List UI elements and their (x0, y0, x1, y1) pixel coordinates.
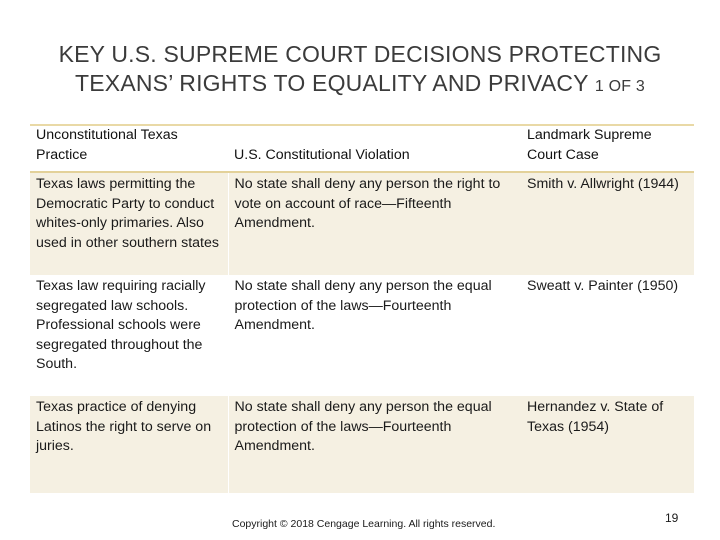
header-unconstitutional-practice: Unconstitutional Texas Practice (36, 127, 178, 163)
copyright-notice: Copyright © 2018 Cengage Learning. All rights reserved. (232, 518, 496, 530)
table-row (30, 275, 694, 396)
title-part-indicator: 1 OF 3 (594, 78, 645, 95)
page-number: 19 (665, 511, 679, 525)
title-line-2-text: TEXANS’ RIGHTS TO EQUALITY AND PRIVACY (74, 70, 589, 96)
table-header-row (30, 125, 694, 172)
cell-violation: No state shall deny any person the right to vote on account of race—Fifteenth Amendment. (234, 176, 501, 231)
cell-practice: Texas laws permitting the Democratic Party to conduct whites-only primaries. Also used in other southern states (30, 172, 228, 275)
cell-violation: No state shall deny any person the equal protection of the laws—Fourteenth Amendment. (234, 399, 492, 454)
header-landmark-case: Landmark Supreme Court Case (527, 127, 652, 163)
cell-violation: No state shall deny any person the equal protection of the laws—Fourteenth Amendment. (234, 278, 492, 333)
title-line-1: KEY U.S. SUPREME COURT DECISIONS PROTECTING (58, 41, 662, 67)
header-constitutional-violation: U.S. Constitutional Violation (234, 146, 410, 163)
cell-practice: Texas practice of denying Latinos the right to serve on juries. (30, 396, 228, 493)
slide-title (20, 40, 700, 101)
decisions-table (30, 124, 694, 493)
cell-practice: Texas law requiring racially segregated law schools. Professional schools were segregated throughout the South. (30, 275, 228, 396)
table-row (30, 172, 694, 275)
title-line-2 (20, 69, 700, 101)
cell-case: Sweatt v. Painter (1950) (527, 278, 679, 294)
cell-case: Smith v. Allwright (1944) (527, 176, 679, 192)
table-row (30, 396, 694, 493)
cell-case: Hernandez v. State of Texas (1954) (527, 399, 664, 435)
